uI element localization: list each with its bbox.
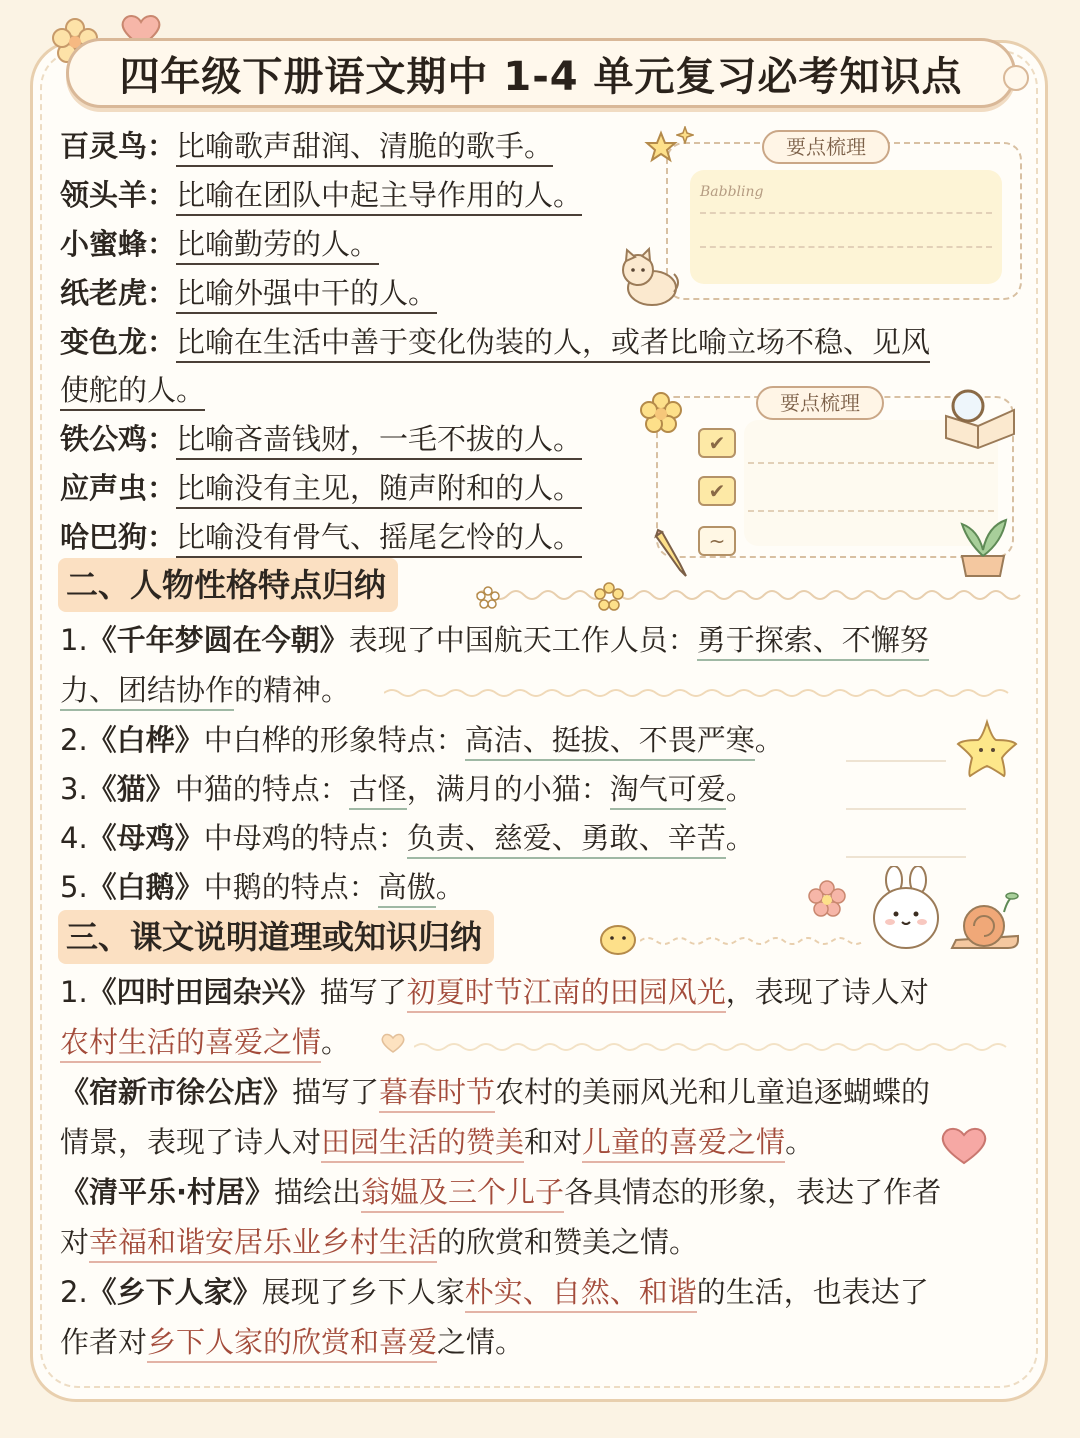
item-text: 。 xyxy=(785,1125,815,1159)
note-rule xyxy=(748,462,994,464)
wavy-divider xyxy=(384,686,1014,700)
item-text: 和对 xyxy=(524,1125,583,1159)
metaphor-row xyxy=(60,466,582,510)
flower-icon xyxy=(476,586,500,610)
metaphor-def: 比喻在生活中善于变化伪装的人，或者比喻立场不稳、见风 xyxy=(176,325,930,363)
flower-icon xyxy=(594,582,624,612)
sparkle-icon xyxy=(676,126,694,144)
item-text: 。 xyxy=(725,772,755,806)
page-title: 四年级下册语文期中 1-4 单元复习必考知识点 xyxy=(119,53,963,100)
metaphor-term: 变色龙： xyxy=(60,325,177,359)
metaphor-row xyxy=(60,320,930,364)
item-highlight: 翁媪及三个儿子 xyxy=(361,1175,564,1213)
pencil-icon xyxy=(650,528,692,580)
metaphor-def: 比喻吝啬钱财，一毛不拔的人。 xyxy=(176,422,582,460)
line-rule xyxy=(846,760,946,762)
metaphor-def: 比喻没有骨气、摇尾乞怜的人。 xyxy=(176,520,582,558)
item-highlight: 负责、慈爱、勇敢、辛苦 xyxy=(407,821,726,859)
item-text: 。 xyxy=(435,870,465,904)
book-title: 《宿新市徐公店》 xyxy=(60,1075,293,1109)
list-item xyxy=(60,618,929,662)
item-highlight: 初夏时节江南的田园风光 xyxy=(407,975,726,1013)
note-rule xyxy=(700,246,992,248)
book-title: 《猫》 xyxy=(87,772,175,806)
heart-icon xyxy=(380,1032,406,1054)
item-number: 2. xyxy=(60,1275,88,1309)
flower-icon xyxy=(808,880,846,918)
item-text: 。 xyxy=(754,723,784,757)
item-text: 的精神。 xyxy=(234,673,351,707)
note-tag: 要点梳理 xyxy=(756,386,884,420)
item-highlight: 高洁、挺拔、不畏严寒 xyxy=(465,723,755,761)
item-text: 农村的美丽风光和儿童追逐蝴蝶的 xyxy=(495,1075,931,1109)
star-icon xyxy=(954,718,1020,780)
item-highlight: 朴实、自然、和谐 xyxy=(465,1275,697,1313)
list-item xyxy=(60,865,465,909)
metaphor-term: 纸老虎： xyxy=(60,276,177,310)
paragraph-line xyxy=(60,1070,930,1114)
item-text: 展现了乡下人家 xyxy=(261,1275,465,1309)
title-banner xyxy=(66,38,1016,108)
paragraph-line xyxy=(60,1120,814,1164)
wavy-divider xyxy=(640,934,864,948)
heart-icon xyxy=(938,1124,990,1166)
flower-icon xyxy=(640,392,682,434)
item-text: 描绘出 xyxy=(274,1175,362,1209)
item-text: 情景，表现了诗人对 xyxy=(60,1125,322,1159)
metaphor-row xyxy=(60,271,437,315)
item-text: 中猫的特点： xyxy=(174,772,349,806)
list-item xyxy=(60,816,755,860)
item-text: 描写了 xyxy=(319,975,407,1009)
item-text: 中白桦的形象特点： xyxy=(203,723,465,757)
checkbox-icon: ✔ xyxy=(698,428,736,458)
paragraph-line xyxy=(60,1170,941,1214)
list-item-cont xyxy=(60,668,350,712)
item-highlight: 古怪 xyxy=(349,772,407,810)
book-title: 《清平乐·村居》 xyxy=(60,1175,275,1209)
line-rule xyxy=(846,808,966,810)
doodle-text: Babbling xyxy=(700,184,764,200)
metaphor-def: 比喻外强中干的人。 xyxy=(176,276,437,314)
metaphor-def: 比喻勤劳的人。 xyxy=(176,227,379,265)
item-text: 各具情态的形象，表达了作者 xyxy=(564,1175,942,1209)
item-number: 1. xyxy=(60,975,88,1009)
metaphor-row xyxy=(60,417,582,461)
item-text: 的欣赏和赞美之情。 xyxy=(437,1225,699,1259)
metaphor-term: 哈巴狗： xyxy=(60,520,177,554)
section-heading: 二、人物性格特点归纳 xyxy=(58,558,398,612)
item-text: 之情。 xyxy=(437,1325,525,1359)
metaphor-def-cont: 使舵的人。 xyxy=(60,373,205,411)
chick-icon xyxy=(598,922,638,956)
plant-icon xyxy=(948,512,1018,578)
book-title: 《四时田园杂兴》 xyxy=(87,975,320,1009)
metaphor-row xyxy=(60,124,553,168)
checkbox-icon: ✔ xyxy=(698,476,736,506)
item-text: 的生活，也表达了 xyxy=(696,1275,929,1309)
book-title: 《千年梦圆在今朝》 xyxy=(87,623,349,657)
item-highlight: 勇于探索、不懈努 xyxy=(697,623,929,661)
metaphor-def: 比喻没有主见，随声附和的人。 xyxy=(176,471,582,509)
book-title: 《白桦》 xyxy=(87,723,204,757)
paragraph-line xyxy=(60,1020,350,1064)
item-number: 1. xyxy=(60,623,88,657)
item-highlight: 淘气可爱 xyxy=(610,772,726,810)
metaphor-row xyxy=(60,222,379,266)
metaphor-row xyxy=(60,173,582,217)
item-text: 。 xyxy=(321,1025,351,1059)
magnifier-book-icon xyxy=(938,386,1022,450)
bunny-icon xyxy=(866,866,948,956)
list-item xyxy=(60,718,784,762)
item-number: 3. xyxy=(60,772,88,806)
item-highlight: 儿童的喜爱之情 xyxy=(582,1125,785,1163)
snail-icon xyxy=(948,892,1022,956)
item-highlight: 暮春时节 xyxy=(379,1075,495,1113)
item-highlight: 高傲 xyxy=(378,870,436,908)
metaphor-term: 铁公鸡： xyxy=(60,422,177,456)
metaphor-def: 比喻歌声甜润、清脆的歌手。 xyxy=(176,129,553,167)
item-text: ，表现了诗人对 xyxy=(725,975,929,1009)
metaphor-def: 比喻在团队中起主导作用的人。 xyxy=(176,178,582,216)
paragraph-line xyxy=(60,1320,524,1364)
book-title: 《乡下人家》 xyxy=(87,1275,262,1309)
paragraph-line xyxy=(60,1220,698,1264)
item-highlight: 力、团结协作 xyxy=(60,673,234,711)
item-text: 中鹅的特点： xyxy=(203,870,378,904)
item-text: 作者对 xyxy=(60,1325,148,1359)
item-number: 5. xyxy=(60,870,88,904)
line-rule xyxy=(846,856,966,858)
item-number: 4. xyxy=(60,821,88,855)
wavy-divider xyxy=(476,584,1024,606)
item-text: 表现了中国航天工作人员： xyxy=(348,623,697,657)
item-text: 。 xyxy=(725,821,755,855)
item-text: 描写了 xyxy=(292,1075,380,1109)
metaphor-term: 百灵鸟： xyxy=(60,129,177,163)
item-text: 中母鸡的特点： xyxy=(203,821,407,855)
item-highlight: 田园生活的赞美 xyxy=(321,1125,524,1163)
book-title: 《母鸡》 xyxy=(87,821,204,855)
list-item xyxy=(60,767,755,811)
metaphor-term: 小蜜蜂： xyxy=(60,227,177,261)
book-title: 《白鹅》 xyxy=(87,870,204,904)
item-highlight: 幸福和谐安居乐业乡村生活 xyxy=(89,1225,437,1263)
checkbox-icon: ~ xyxy=(698,526,736,556)
paragraph-line xyxy=(60,970,929,1014)
wavy-divider xyxy=(414,1040,1020,1054)
metaphor-term: 领头羊： xyxy=(60,178,177,212)
cat-icon xyxy=(616,244,682,308)
paragraph-line xyxy=(60,1270,929,1314)
star-icon xyxy=(644,130,678,164)
metaphor-term: 应声虫： xyxy=(60,471,177,505)
item-highlight: 农村生活的喜爱之情 xyxy=(60,1025,321,1063)
metaphor-row xyxy=(60,515,582,559)
item-text: ，满月的小猫： xyxy=(406,772,610,806)
section-heading: 三、课文说明道理或知识归纳 xyxy=(58,910,494,964)
metaphor-row-cont xyxy=(60,368,205,412)
note-rule xyxy=(700,212,992,214)
item-text: 对 xyxy=(60,1225,90,1259)
circle-knob-icon xyxy=(1000,62,1032,94)
item-number: 2. xyxy=(60,723,88,757)
note-tag: 要点梳理 xyxy=(762,130,890,164)
item-highlight: 乡下人家的欣赏和喜爱 xyxy=(147,1325,437,1363)
